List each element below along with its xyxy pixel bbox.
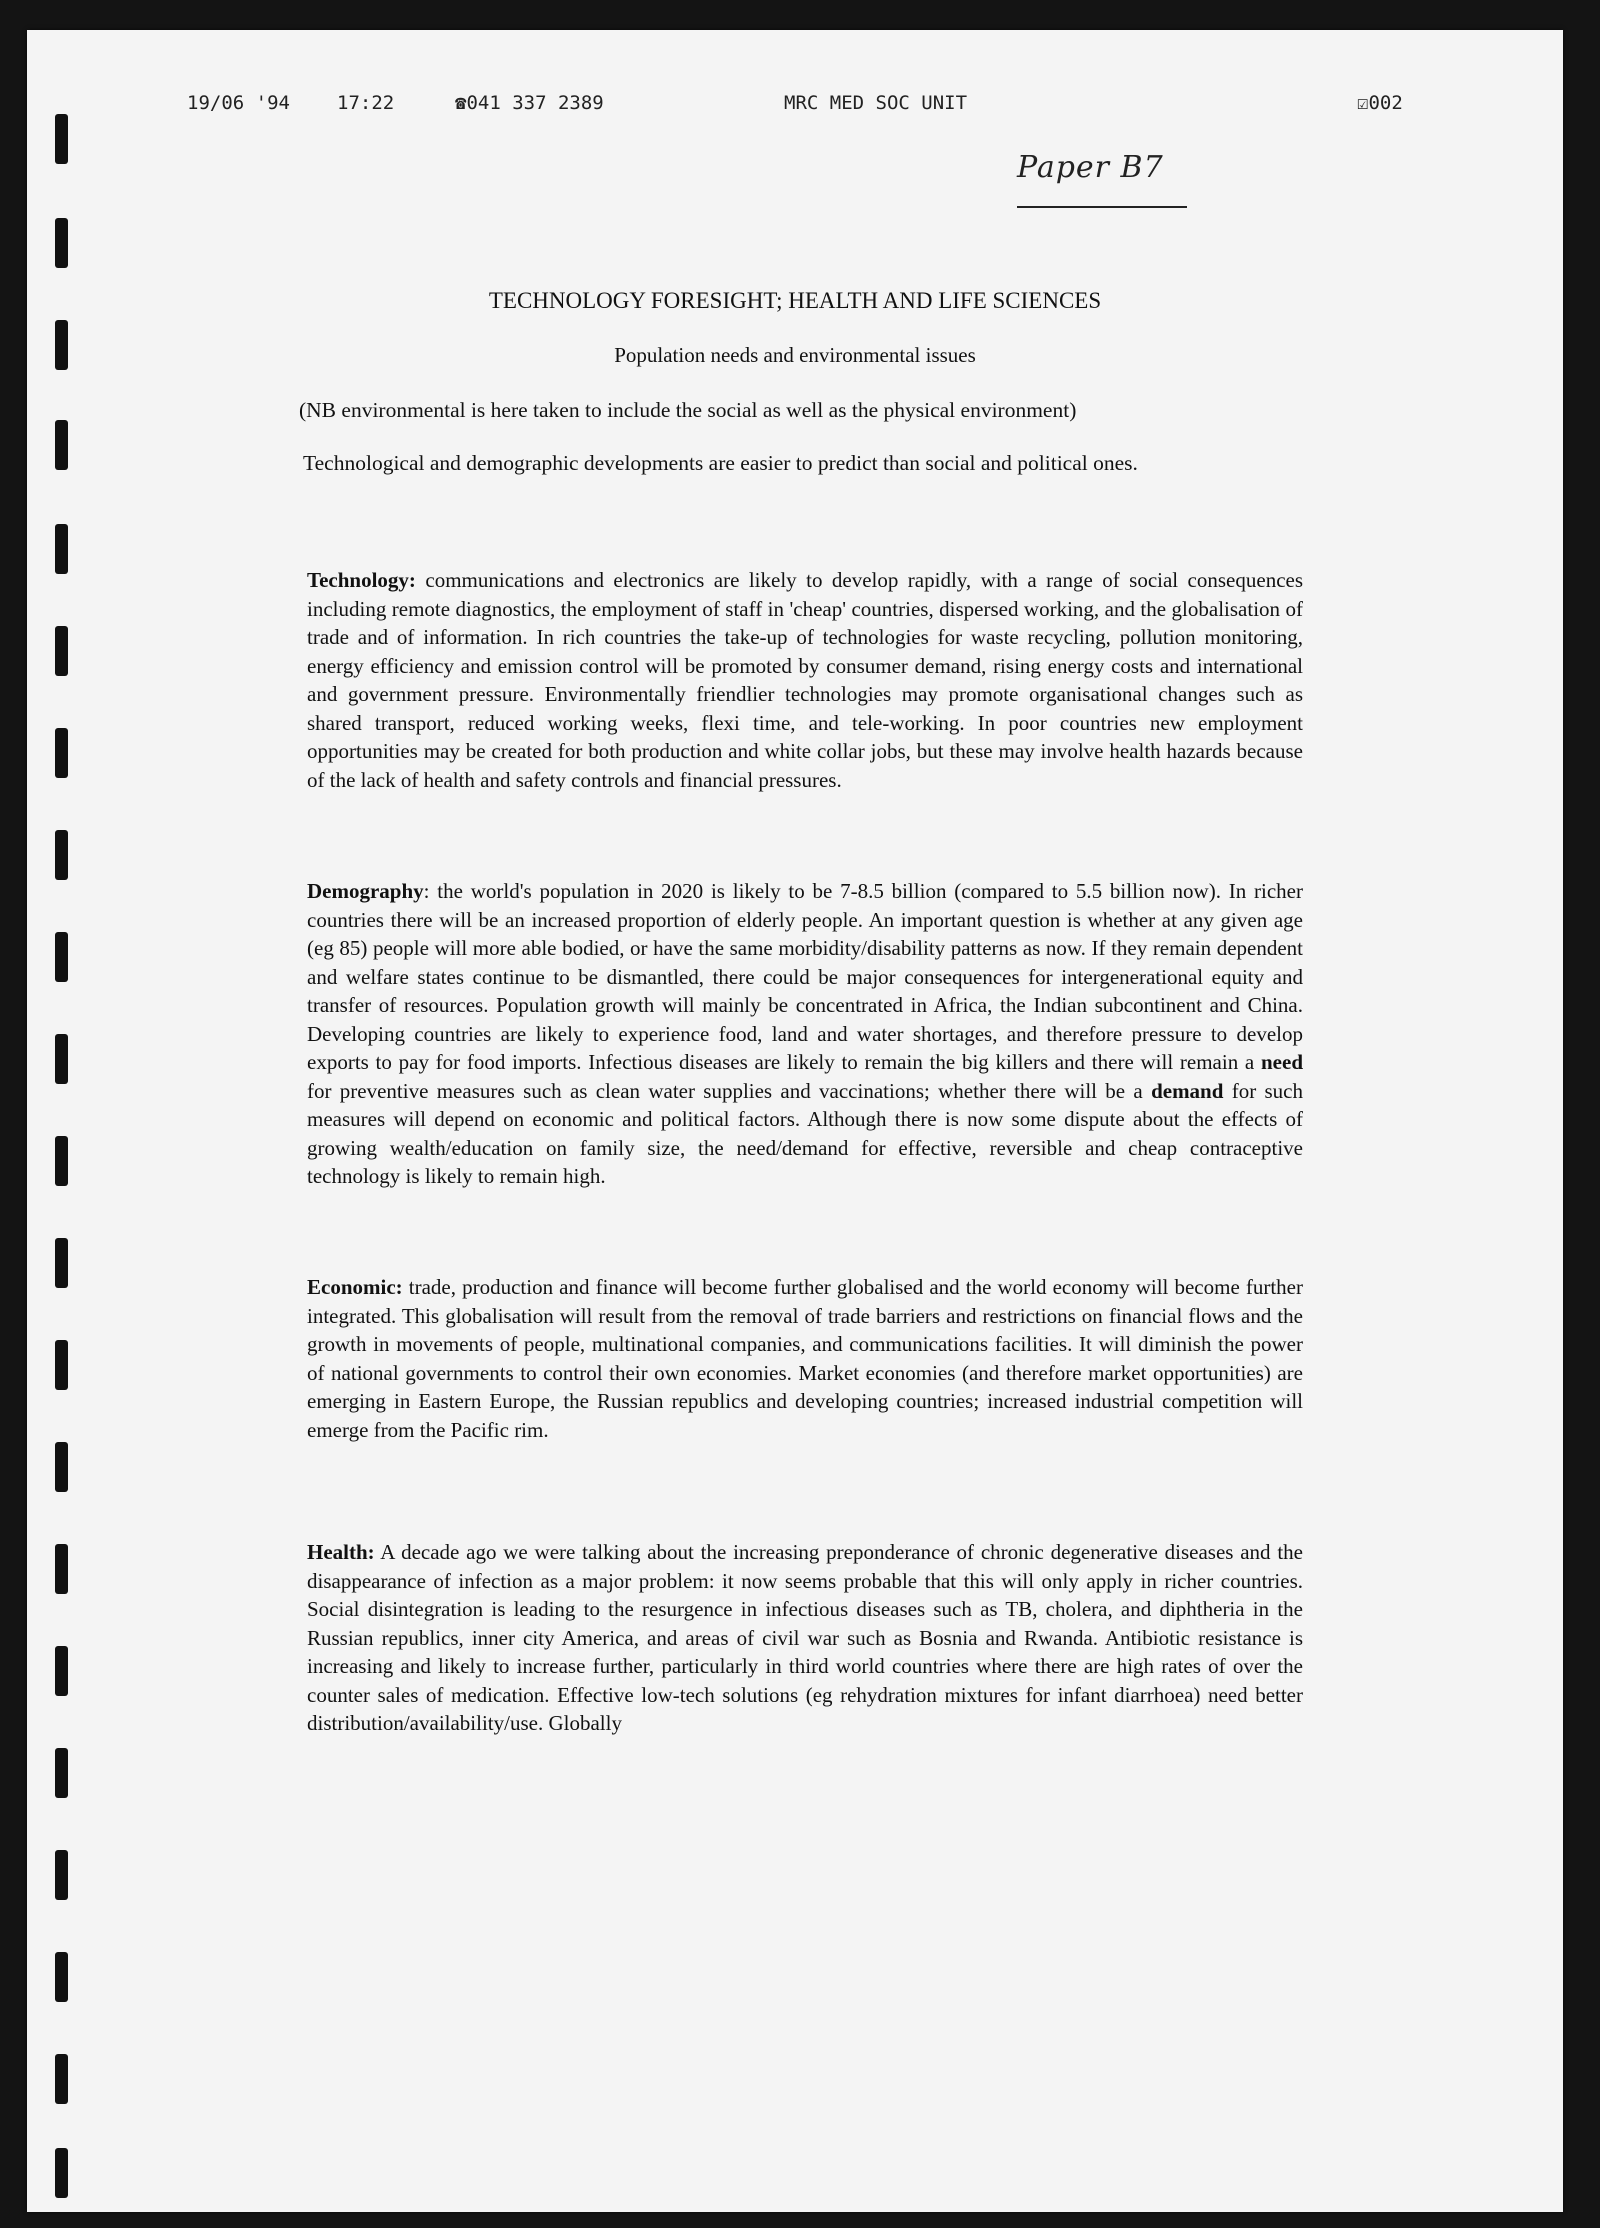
punch-hole: [55, 1544, 68, 1594]
punch-hole: [55, 1646, 68, 1696]
demography-emphasis-need: need: [1261, 1050, 1303, 1074]
document-title: TECHNOLOGY FORESIGHT; HEALTH AND LIFE SCIENCES: [488, 288, 1102, 313]
punch-hole: [55, 2148, 68, 2198]
punch-hole: [55, 524, 68, 574]
fax-page-number: ☑002: [1357, 92, 1403, 114]
intro-paragraph: Technological and demographic developments are easier to predict than social and political ones.: [303, 451, 1138, 475]
demography-text-3: for such measures will depend on economic and political factors. Although there is now some dispute about the effects of growing wealth/education on family size, the need/demand for effective, reversible and cheap contraceptive technology is likely to remain high.: [307, 1078, 1304, 1188]
punch-hole: [55, 1340, 68, 1390]
punch-hole: [55, 1748, 68, 1798]
handwritten-paper-label: Paper B7: [1017, 150, 1164, 185]
economic-heading: Economic:: [307, 1275, 403, 1299]
fax-sender: MRC MED SOC UNIT: [784, 92, 968, 114]
punch-hole: [55, 830, 68, 880]
punch-hole: [55, 1952, 68, 2002]
document-page: [27, 30, 1563, 2212]
handwritten-underline: [1017, 206, 1187, 208]
punch-hole: [55, 218, 68, 268]
technology-heading: Technology:: [307, 568, 416, 592]
demography-text-2: for preventive measures such as clean water supplies and vaccinations; whether there will be a: [307, 1078, 1152, 1103]
punch-hole: [55, 1442, 68, 1492]
technology-text: communications and electronics are likely to develop rapidly, with a range of social consequences including remote diagnostics, the employment of staff in 'cheap' countries, dispersed working, and the globalisation of trade and of information. In rich countries the take-up of technologies for waste recycling, pollution monitoring, energy efficiency and emission control will be promoted by consumer demand, rising energy costs and international and government pressure. Environmentally friendlier technologies may promote organisational changes such as shared transport, reduced working weeks, flexi time, and tele-working. In poor countries new employment opportunities may be created for both production and white collar jobs, but these may involve health hazards because of the lack of health and safety controls and financial pressures.: [307, 568, 1304, 792]
fax-time: 17:22: [337, 92, 395, 114]
punch-hole: [55, 420, 68, 470]
punch-hole: [55, 1238, 68, 1288]
economic-paragraph: [307, 1273, 1303, 1444]
punch-hole: [55, 2054, 68, 2104]
punch-hole: [55, 1136, 68, 1186]
demography-emphasis-demand: demand: [1151, 1078, 1224, 1103]
health-heading: Health:: [307, 1540, 375, 1564]
punch-hole: [55, 932, 68, 982]
punch-hole: [55, 626, 68, 676]
fax-phone: ☎041 337 2389: [455, 92, 604, 114]
health-text: A decade ago we were talking about the increasing preponderance of chronic degenerative diseases and the disappearance of infection as a major problem: it now seems probable that this will only apply in richer countries. Social disintegration is leading to the resurgence in infectious diseases such as TB, cholera, and diphtheria in the Russian republics, inner city America, and areas of civil war such as Bosnia and Rwanda. Antibiotic resistance is increasing and likely to increase further, particularly in third world countries where there are high rates of over the counter sales of medication. Effective low-tech solutions (eg rehydration mixtures for infant diarrhoea) need better distribution/availability/use. Globally: [307, 1540, 1303, 1735]
punch-hole: [55, 1850, 68, 1900]
punch-hole: [55, 728, 68, 778]
demography-paragraph: [307, 877, 1303, 1191]
punch-hole: [55, 1034, 68, 1084]
demography-heading: Demography: [307, 879, 424, 903]
health-paragraph: [307, 1538, 1303, 1738]
document-subtitle: Population needs and environmental issues: [614, 343, 976, 367]
punch-hole: [55, 114, 68, 164]
demography-text: : the world's population in 2020 is likely to be 7-8.5 billion (compared to 5.5 billion now). In richer countries there will be an increased proportion of elderly people. An important question is whether at any given age (eg 85) people will more able bodied, or have the same morbidity/disability patterns as now. If they remain dependent and welfare states continue to be dismantled, there could be major consequences for intergenerational equity and transfer of resources. Population growth will mainly be concentrated in Africa, the Indian subcontinent and China. Developing countries are likely to experience food, land and water shortages, and therefore pressure to develop exports to pay for food imports. Infectious diseases are likely to remain the big killers and there will remain a: [307, 879, 1303, 1074]
definition-note: (NB environmental is here taken to include the social as well as the physical environment): [299, 398, 1077, 422]
economic-text: trade, production and finance will become further globalised and the world economy will become further integrated. This globalisation will result from the removal of trade barriers and restrictions on financial flows and the growth in movements of people, multinational companies, and communications facilities. It will diminish the power of national governments to control their own economies. Market economies (and therefore market opportunities) are emerging in Eastern Europe, the Russian republics and developing countries; increased industrial competition will emerge from the Pacific rim.: [307, 1275, 1304, 1442]
technology-paragraph: [307, 566, 1303, 794]
fax-date: 19/06 '94: [187, 92, 290, 114]
